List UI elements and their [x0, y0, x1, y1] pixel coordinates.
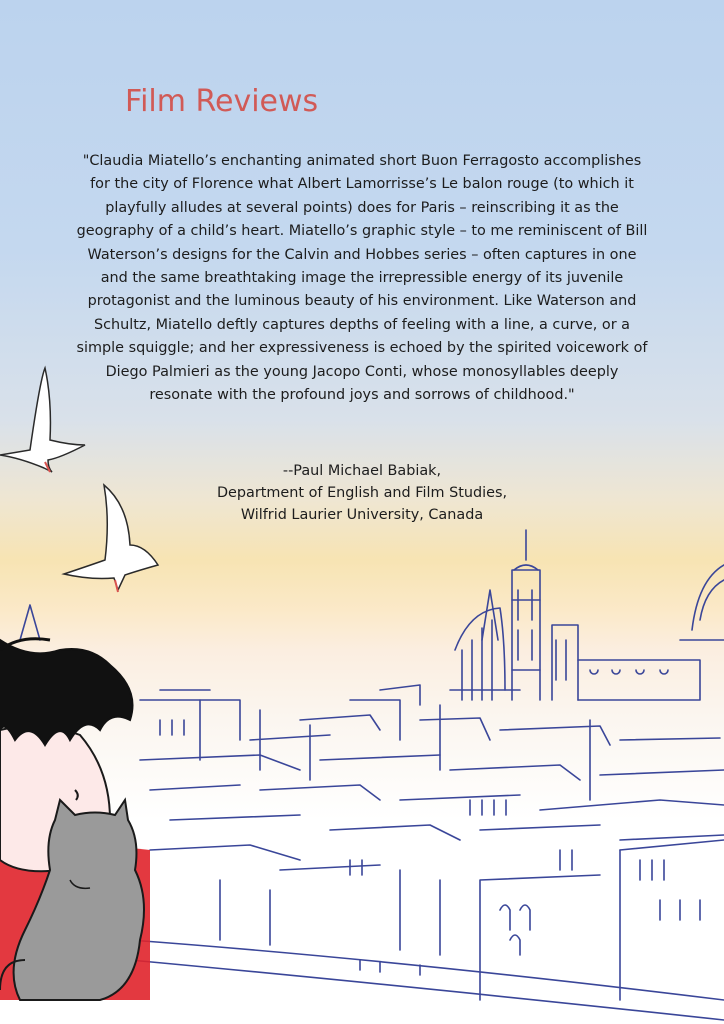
review-quote: "Claudia Miatello’s enchanting animated short Buon Ferragosto accomplishes for the city of Florence what Albert Lamorrisse’s Le balon rouge (to which it playfully alludes at several points) does for Paris – reinscribing it as the geography of a child’s heart. Miatello’s graphic style – to me reminiscent of Bill Waterson’s designs for the Calvin and Hobbes series – often captures in one and the same breathtaking image the irrepressible energy of its juvenile protagonist and the luminous beauty of his environment. Like Waterson and Schultz, Miatello deftly captures depths of feeling with a line, a curve, or a simple squiggle; and her expressiveness is echoed by the spirited voicework of Diego Palmieri as the young Jacopo Conti, whose monosyllables deeply resonate with the profound joys and sorrows of childhood."	[76, 153, 648, 404]
seagull-left	[0, 368, 85, 472]
side-tower	[552, 625, 578, 700]
long-building	[578, 660, 700, 700]
duomo-dome	[680, 565, 724, 640]
distant-spire	[20, 605, 40, 640]
bell-tower	[512, 530, 540, 700]
section-title: Film Reviews	[125, 84, 319, 119]
rooftops	[140, 685, 724, 840]
reviewer-name: --Paul Michael Babiak,	[282, 463, 442, 479]
reviewer-department: Department of English and Film Studies,	[216, 485, 508, 501]
review-attribution	[74, 460, 650, 526]
ground-lines	[130, 845, 724, 1020]
reviewer-institution: Wilfrid Laurier University, Canada	[240, 507, 484, 523]
church-spire	[482, 590, 498, 640]
